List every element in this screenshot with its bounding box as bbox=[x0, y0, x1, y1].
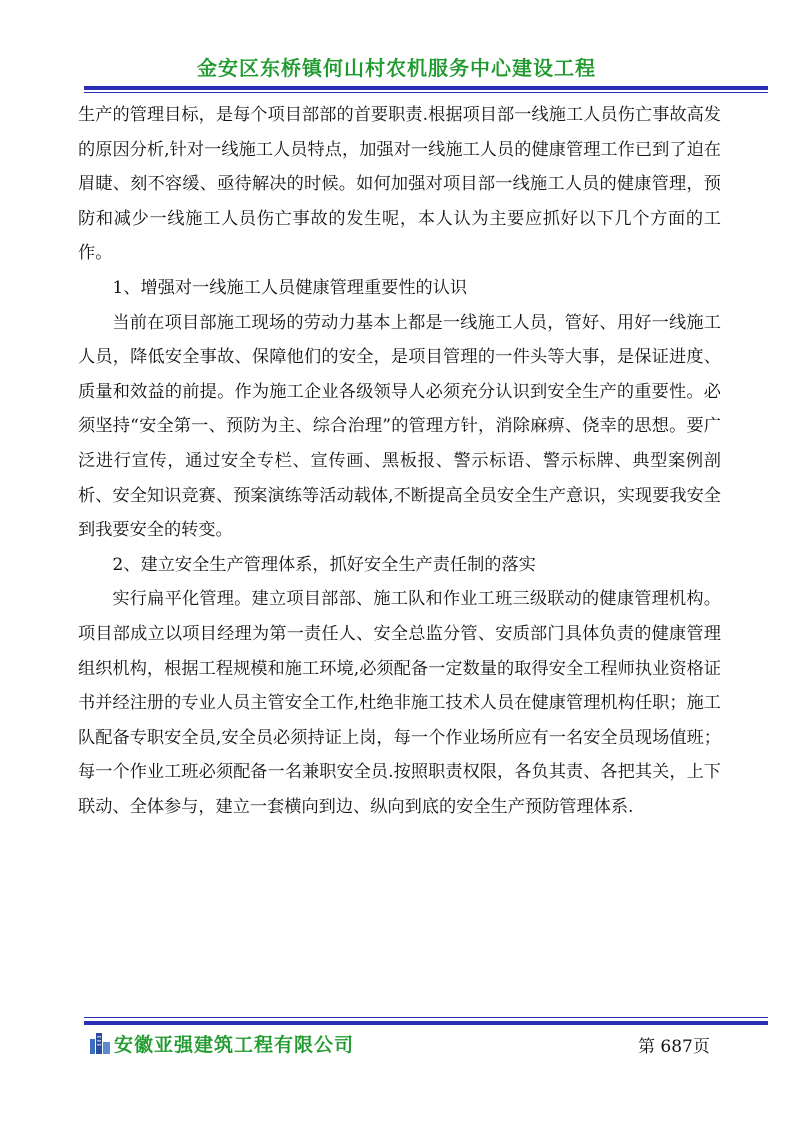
footer-rule-thin bbox=[84, 1017, 768, 1018]
footer-page-number: 第 687页 bbox=[638, 1037, 710, 1057]
footer-rule-thick bbox=[84, 1021, 768, 1025]
paragraph-continuation: 生产的管理目标，是每个项目部部的首要职责.根据项目部一线施工人员伤亡事故高发的原因分析,针对一线施工人员特点，加强对一线施工人员的健康管理工作已到了迫在眉睫、刻不容缓、亟待解决的时候。如何加强对项目部一线施工人员的健康管理，预防和减少一线施工人员伤亡事故的发生呢，本人认为主要应抓好以下几个方面的工作。 bbox=[78, 105, 721, 264]
paragraph-section-1: 当前在项目部施工现场的劳动力基本上都是一线施工人员，管好、用好一线施工人员，降低安全事故、保障他们的安全，是项目管理的一件头等大事，是保证进度、质量和效益的前提。作为施工企业各级领导人必须充分认识到安全生产的重要性。必须坚持“安全第一、预防为主、综合治理”的管理方针，消除麻痹、侥幸的思想。要广泛进行宣传，通过安全专栏、宣传画、黑板报、警示标语、警示标牌、典型案例剖析、安全知识竞赛、预案演练等活动载体,不断提高全员安全生产意识，实现要我安全到我要安全的转变。 bbox=[78, 312, 721, 541]
footer-company-name: 安徽亚强建筑工程有限公司 bbox=[114, 1034, 355, 1056]
header-rule-thin bbox=[84, 92, 768, 93]
document-body bbox=[78, 98, 721, 824]
section-heading-1: 1、增强对一线施工人员健康管理重要性的认识 bbox=[112, 277, 468, 298]
paragraph-section-2: 实行扁平化管理。建立项目部部、施工队和作业工班三级联动的健康管理机构。项目部成立以项目经理为第一责任人、安全总监分管、安质部门具体负责的健康管理组织机构，根据工程规模和施工环境,必须配备一定数量的取得安全工程师执业资格证书并经注册的专业人员主管安全工作,杜绝非施工技术人员在健康管理机构任职；施工队配备专职安全员,安全员必须持证上岗，每一个作业场所应有一名安全员现场值班；每一个作业工班必须配备一名兼职安全员.按照职责权限，各负其责、各把其关，上下联动、全体参与，建立一套横向到边、纵向到底的安全生产预防管理体系. bbox=[78, 589, 721, 817]
header-rule-thick bbox=[84, 86, 768, 90]
building-logo-icon bbox=[88, 1030, 112, 1054]
page-header-title: 金安区东桥镇何山村农机服务中心建设工程 bbox=[197, 56, 596, 80]
section-heading-2: 2、建立安全生产管理体系，抓好安全生产责任制的落实 bbox=[112, 554, 536, 575]
